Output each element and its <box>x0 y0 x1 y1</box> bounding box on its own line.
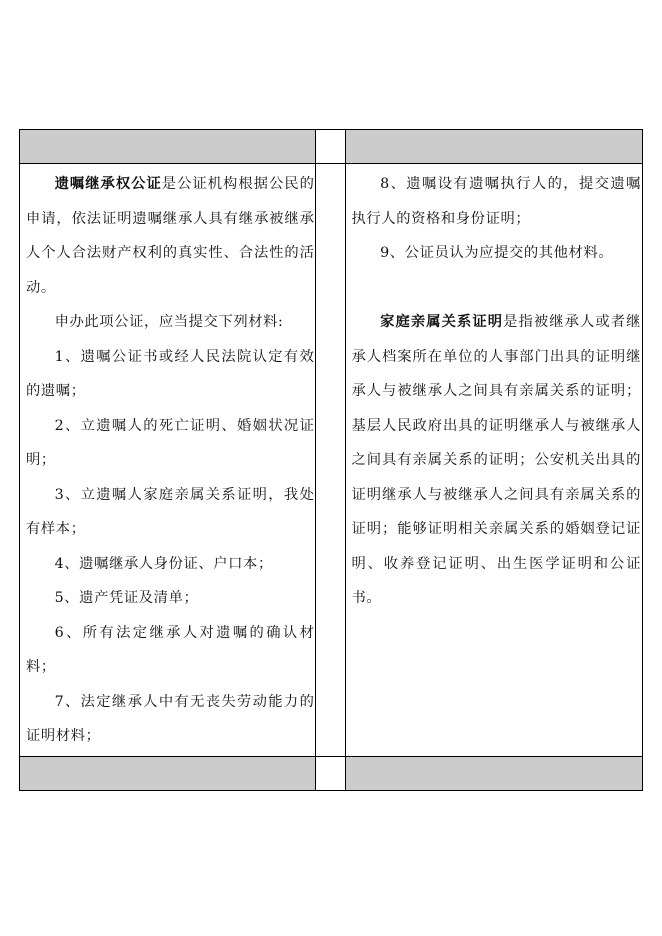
content-table <box>19 129 643 791</box>
list-item: 5、遗产凭证及清单； <box>54 590 199 606</box>
list-item: 8、遗嘱设有遗嘱执行人的，提交遗嘱执行人的资格和身份证明； <box>351 176 641 227</box>
header-row <box>20 130 643 164</box>
footer-middle-cell <box>316 757 345 791</box>
list-item: 7、法定继承人中有无丧失劳动能力的证明材料； <box>26 693 315 744</box>
footer-right-cell <box>345 757 643 791</box>
term-will-inheritance-notarization: 遗嘱继承权公证 <box>54 176 162 192</box>
list-item: 3、立遗嘱人家庭亲属关系证明，我处有样本； <box>26 486 315 537</box>
middle-spacer-cell <box>316 164 345 757</box>
inheritance-notarization-definition <box>26 167 314 305</box>
body-row <box>20 164 643 757</box>
right-column-cell <box>345 164 643 757</box>
header-left-cell <box>20 130 316 164</box>
requirement-lead: 申办此项公证，应当提交下列材料: <box>54 314 284 330</box>
header-middle-cell <box>316 130 345 164</box>
paragraph-spacer <box>352 271 642 306</box>
list-item: 1、遗嘱公证书或经人民法院认定有效的遗嘱； <box>26 348 315 399</box>
footer-left-cell <box>20 757 316 791</box>
footer-row <box>20 757 643 791</box>
list-item: 6、所有法定继承人对遗嘱的确认材料； <box>26 624 315 675</box>
definition-text: 是公证机构根据公民的申请，依法证明遗嘱继承人具有继承被继承人个人合法财产权利的真实性、合法性的活动。 <box>26 176 315 296</box>
list-item: 9、公证员认为应提交的其他材料。 <box>380 245 614 261</box>
list-item: 2、立遗嘱人的死亡证明、婚姻状况证明； <box>26 417 315 468</box>
right-column-text <box>346 164 643 616</box>
term-family-relation-certificate: 家庭亲属关系证明 <box>380 314 504 330</box>
left-column-text <box>20 164 315 754</box>
header-right-cell <box>345 130 643 164</box>
left-column-cell <box>20 164 316 757</box>
family-relation-definition <box>352 305 642 616</box>
list-item: 4、遗嘱继承人身份证、户口本； <box>54 555 273 572</box>
definition-text: 是指被继承人或者继承人档案所在单位的人事部门出具的证明继承人与被继承人之间具有亲属关系的证明；基层人民政府出具的证明继承人与被继承人之间具有亲属关系的证明；公安机关出具的证明继承人与被继承人之间具有亲属关系的证明；能够证明相关亲属关系的婚姻登记证明、收养登记证明、出生医学证明和公证书。 <box>351 314 641 606</box>
